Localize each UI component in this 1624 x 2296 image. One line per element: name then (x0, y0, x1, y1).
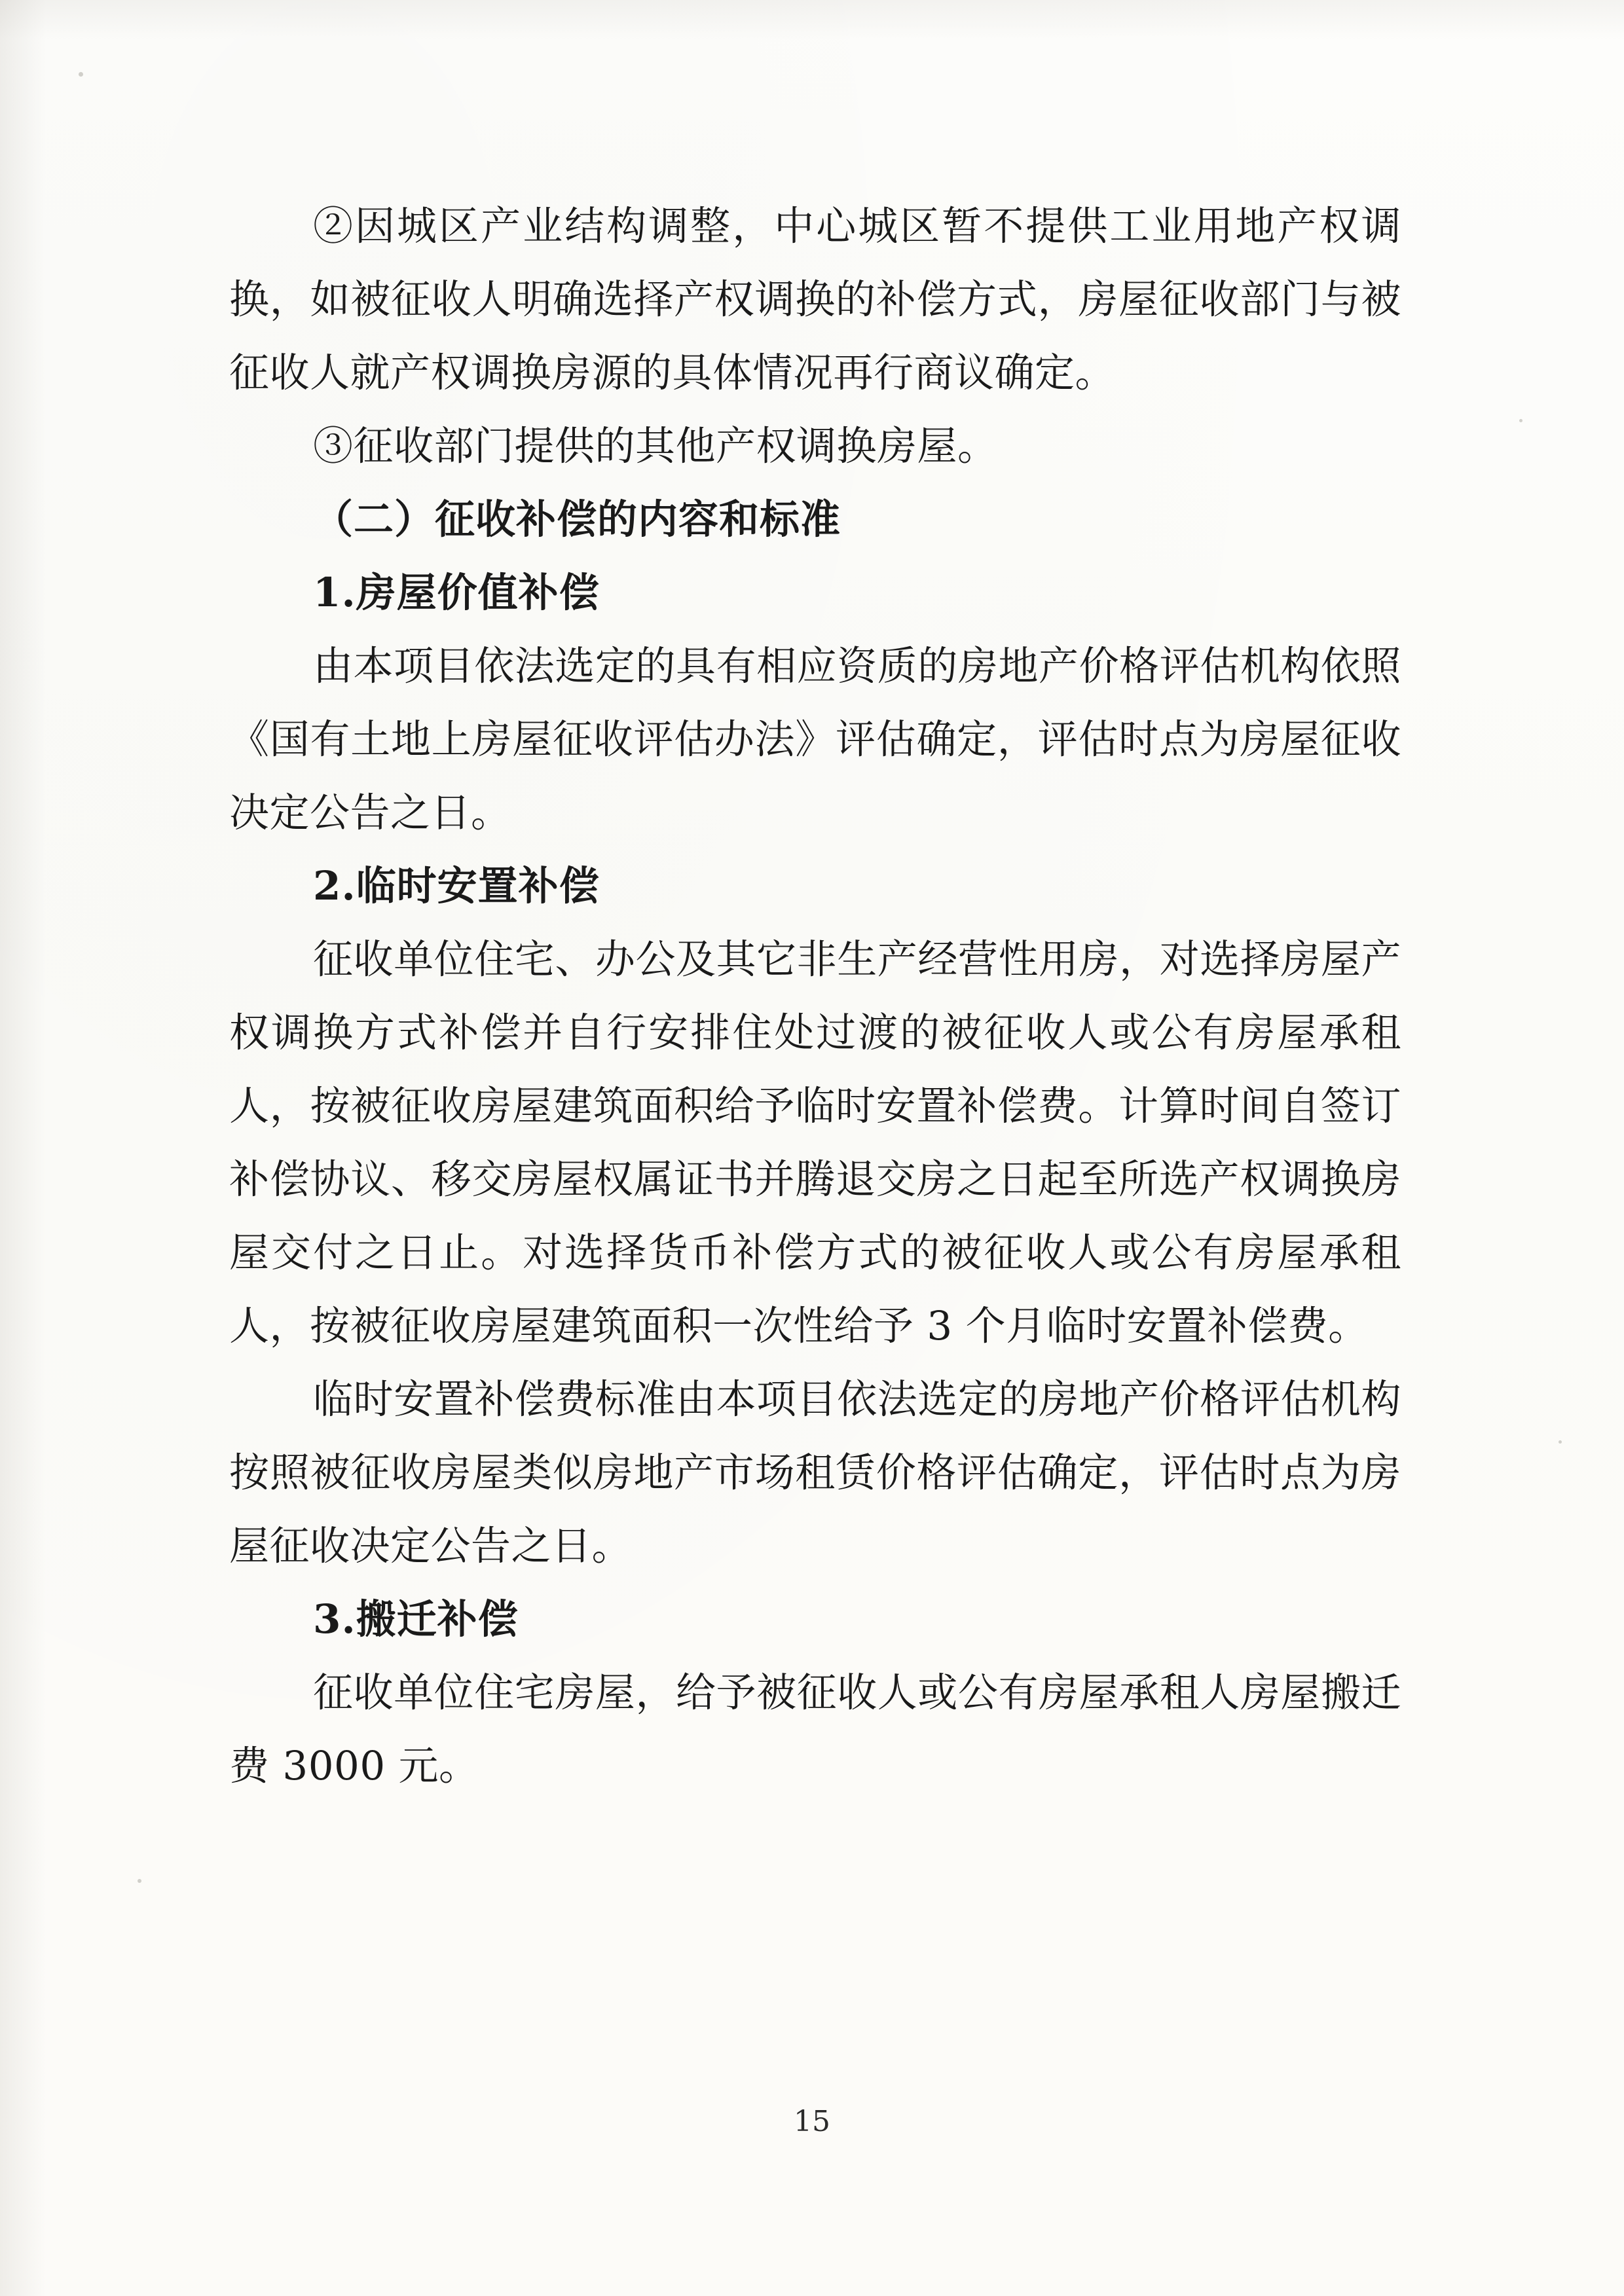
scan-speckle (1559, 1440, 1562, 1444)
paragraph-item-3: ③征收部门提供的其他产权调换房屋。 (313, 423, 998, 469)
page-number: 15 (794, 2105, 830, 2138)
document-body (229, 190, 1401, 1803)
section-heading-compensation-content: （二）征收补偿的内容和标准 (313, 496, 841, 543)
page-edge-shadow-left (0, 0, 46, 2296)
paragraph-relocation-body: 征收单位住宅房屋，给予被征收人或公有房屋承租人房屋搬迁费 3000 元。 (229, 1669, 1401, 1789)
page-edge-shadow-top (0, 0, 1624, 39)
scan-speckle (79, 72, 83, 77)
scan-speckle (1519, 419, 1522, 422)
subheading-house-value-compensation: 1.房屋价值补偿 (313, 570, 600, 616)
paragraph-house-value-body: 由本项目依法选定的具有相应资质的房地产价格评估机构依照《国有土地上房屋征收评估办法》评估确定，评估时点为房屋征收决定公告之日。 (229, 643, 1401, 836)
scan-speckle (138, 1879, 141, 1883)
subheading-temporary-resettlement: 2.临时安置补偿 (313, 863, 600, 909)
paragraph-temporary-resettlement-standard: 临时安置补偿费标准由本项目依法选定的房地产价格评估机构按照被征收房屋类似房地产市场租赁价格评估确定，评估时点为房屋征收决定公告之日。 (229, 1376, 1401, 1569)
subheading-relocation-compensation: 3.搬迁补偿 (313, 1596, 519, 1643)
paragraph-temporary-resettlement-body: 征收单位住宅、办公及其它非生产经营性用房，对选择房屋产权调换方式补偿并自行安排住处过渡的被征收人或公有房屋承租人，按被征收房屋建筑面积给予临时安置补偿费。计算时间自签订补偿协议、移交房屋权属证书并腾退交房之日起至所选产权调换房屋交付之日止。对选择货币补偿方式的被征收人或公有房屋承租人，按被征收房屋建筑面积一次性给予 3 个月临时安置补偿费。 (229, 936, 1401, 1349)
paragraph-item-2: ②因城区产业结构调整，中心城区暂不提供工业用地产权调换，如被征收人明确选择产权调换的补偿方式，房屋征收部门与被征收人就产权调换房源的具体情况再行商议确定。 (229, 203, 1401, 396)
